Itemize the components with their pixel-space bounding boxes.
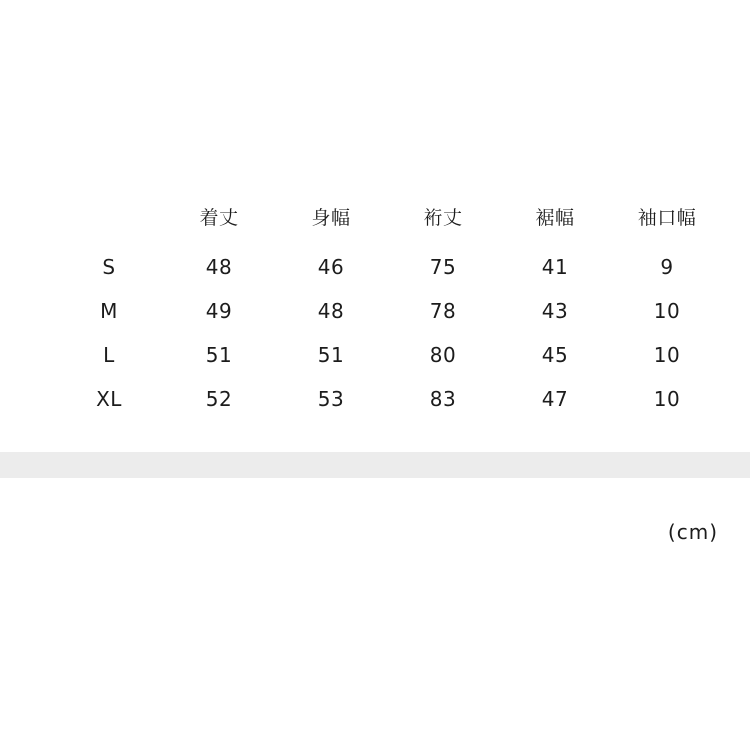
cell-value: 48 <box>317 299 345 323</box>
header-cell-hem-width: 裾幅 <box>535 206 575 229</box>
size-chart-table <box>55 193 723 421</box>
row-size-label: L <box>103 343 115 367</box>
cell-value: 41 <box>541 255 569 279</box>
table-header <box>55 193 723 245</box>
header-cell-length: 着丈 <box>199 206 239 229</box>
row-size-label: M <box>100 299 118 323</box>
table-row <box>55 377 723 421</box>
cell-value: 46 <box>317 255 345 279</box>
header-row <box>55 193 723 245</box>
cell-value: 10 <box>653 387 681 411</box>
cell-value: 10 <box>653 299 681 323</box>
cell-value: 52 <box>205 387 233 411</box>
cell-value: 9 <box>660 255 674 279</box>
unit-note: (cm) <box>667 520 718 544</box>
cell-value: 83 <box>429 387 457 411</box>
cell-value: 43 <box>541 299 569 323</box>
table-row <box>55 245 723 289</box>
cell-value: 75 <box>429 255 457 279</box>
separator-band <box>0 452 750 478</box>
cell-value: 78 <box>429 299 457 323</box>
cell-value: 47 <box>541 387 569 411</box>
cell-value: 53 <box>317 387 345 411</box>
table-row <box>55 289 723 333</box>
cell-value: 10 <box>653 343 681 367</box>
cell-value: 51 <box>317 343 345 367</box>
table-body <box>55 245 723 421</box>
table-row <box>55 333 723 377</box>
row-size-label: XL <box>96 387 122 411</box>
cell-value: 80 <box>429 343 457 367</box>
header-cell-sleeve-length: 裄丈 <box>423 206 463 229</box>
header-cell-size <box>55 193 163 245</box>
cell-value: 45 <box>541 343 569 367</box>
row-size-label: S <box>102 255 116 279</box>
cell-value: 51 <box>205 343 233 367</box>
header-cell-width: 身幅 <box>311 206 351 229</box>
header-cell-cuff-width: 袖口幅 <box>637 206 697 229</box>
cell-value: 48 <box>205 255 233 279</box>
cell-value: 49 <box>205 299 233 323</box>
